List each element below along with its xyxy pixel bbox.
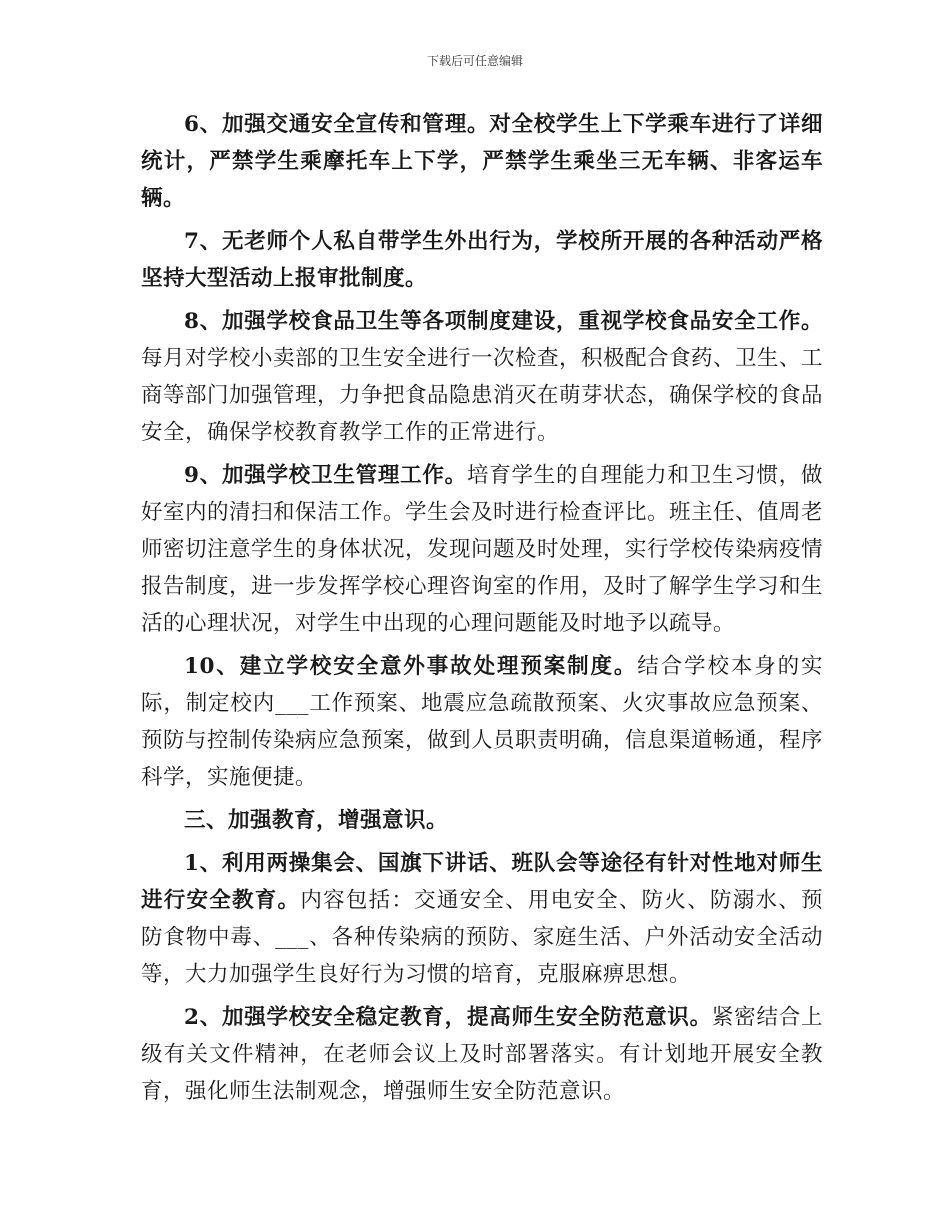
paragraph-6-heading: 6、加强交通安全宣传和管理。对全校学生上下学乘车进行了详细统计，严禁学生乘摩托车上下学，严禁学生乘坐三无车辆、非客运车辆。 bbox=[141, 112, 823, 211]
document-body bbox=[141, 106, 823, 1110]
paragraph-9-text: 培育学生的自理能力和卫生习惯，做好室内的清扫和保洁工作。学生会及时进行检查评比。班主任、值周老师密切注意学生的身体状况，发现问题及时处理，实行学校传染病疫情报告制度，进一步发挥学校心理咨询室的作用，及时了解学生学习和生活的心理状况，对学生中出现的心理问题能及时地予以疏导。 bbox=[141, 463, 824, 636]
paragraph-9-heading: 9、加强学校卫生管理工作。 bbox=[184, 463, 467, 488]
page-header-note: 下载后可任意编辑 bbox=[426, 54, 523, 68]
paragraph-s3-1-heading: 1、利用两操集会、国旗下讲话、班队会等途径有针对性地对师生进行安全教育。 bbox=[141, 851, 823, 913]
paragraph-10-heading: 10、建立学校安全意外事故处理预案制度。 bbox=[184, 654, 638, 679]
paragraph-10-text: 结合学校本身的实际，制定校内___工作预案、地震应急疏散预案、火灾事故应急预案、预防与控制传染病应急预案，做到人员职责明确，信息渠道畅通，程序科学，实施便捷。 bbox=[141, 654, 824, 790]
paragraph-s3-1 bbox=[141, 845, 823, 993]
paragraph-8-text: 每月对学校小卖部的卫生安全进行一次检查，积极配合食药、卫生、工商等部门加强管理，力争把食品隐患消灭在萌芽状态，确保学校的食品安全，确保学校教育教学工作的正常进行。 bbox=[141, 346, 824, 445]
paragraph-8 bbox=[141, 303, 823, 451]
section-heading-3-text: 三、加强教育，增强意识。 bbox=[184, 808, 449, 833]
paragraph-8-heading: 8、加强学校食品卫生等各项制度建设，重视学校食品安全工作。 bbox=[184, 309, 823, 334]
paragraph-6 bbox=[141, 106, 823, 217]
paragraph-s3-2-heading: 2、加强学校安全稳定教育，提高师生安全防范意识。 bbox=[184, 1005, 712, 1030]
paragraph-s3-1-text: 内容包括：交通安全、用电安全、防火、防溺水、预防食物中毒、___、各种传染病的预防、家庭生活、户外活动安全活动等，大力加强学生良好行为习惯的培育，克服麻痹思想。 bbox=[141, 888, 823, 987]
paragraph-9 bbox=[141, 457, 823, 642]
paragraph-10 bbox=[141, 648, 823, 796]
paragraph-7 bbox=[141, 223, 823, 297]
paragraph-s3-2-text: 紧密结合上级有关文件精神，在老师会议上及时部署落实。有计划地开展安全教育，强化师生法制观念，增强师生安全防范意识。 bbox=[141, 1005, 823, 1104]
section-heading-3 bbox=[141, 802, 823, 839]
paragraph-7-heading: 7、无老师个人私自带学生外出行为，学校所开展的各种活动严格坚持大型活动上报审批制度。 bbox=[141, 229, 823, 291]
paragraph-s3-2 bbox=[141, 999, 823, 1110]
